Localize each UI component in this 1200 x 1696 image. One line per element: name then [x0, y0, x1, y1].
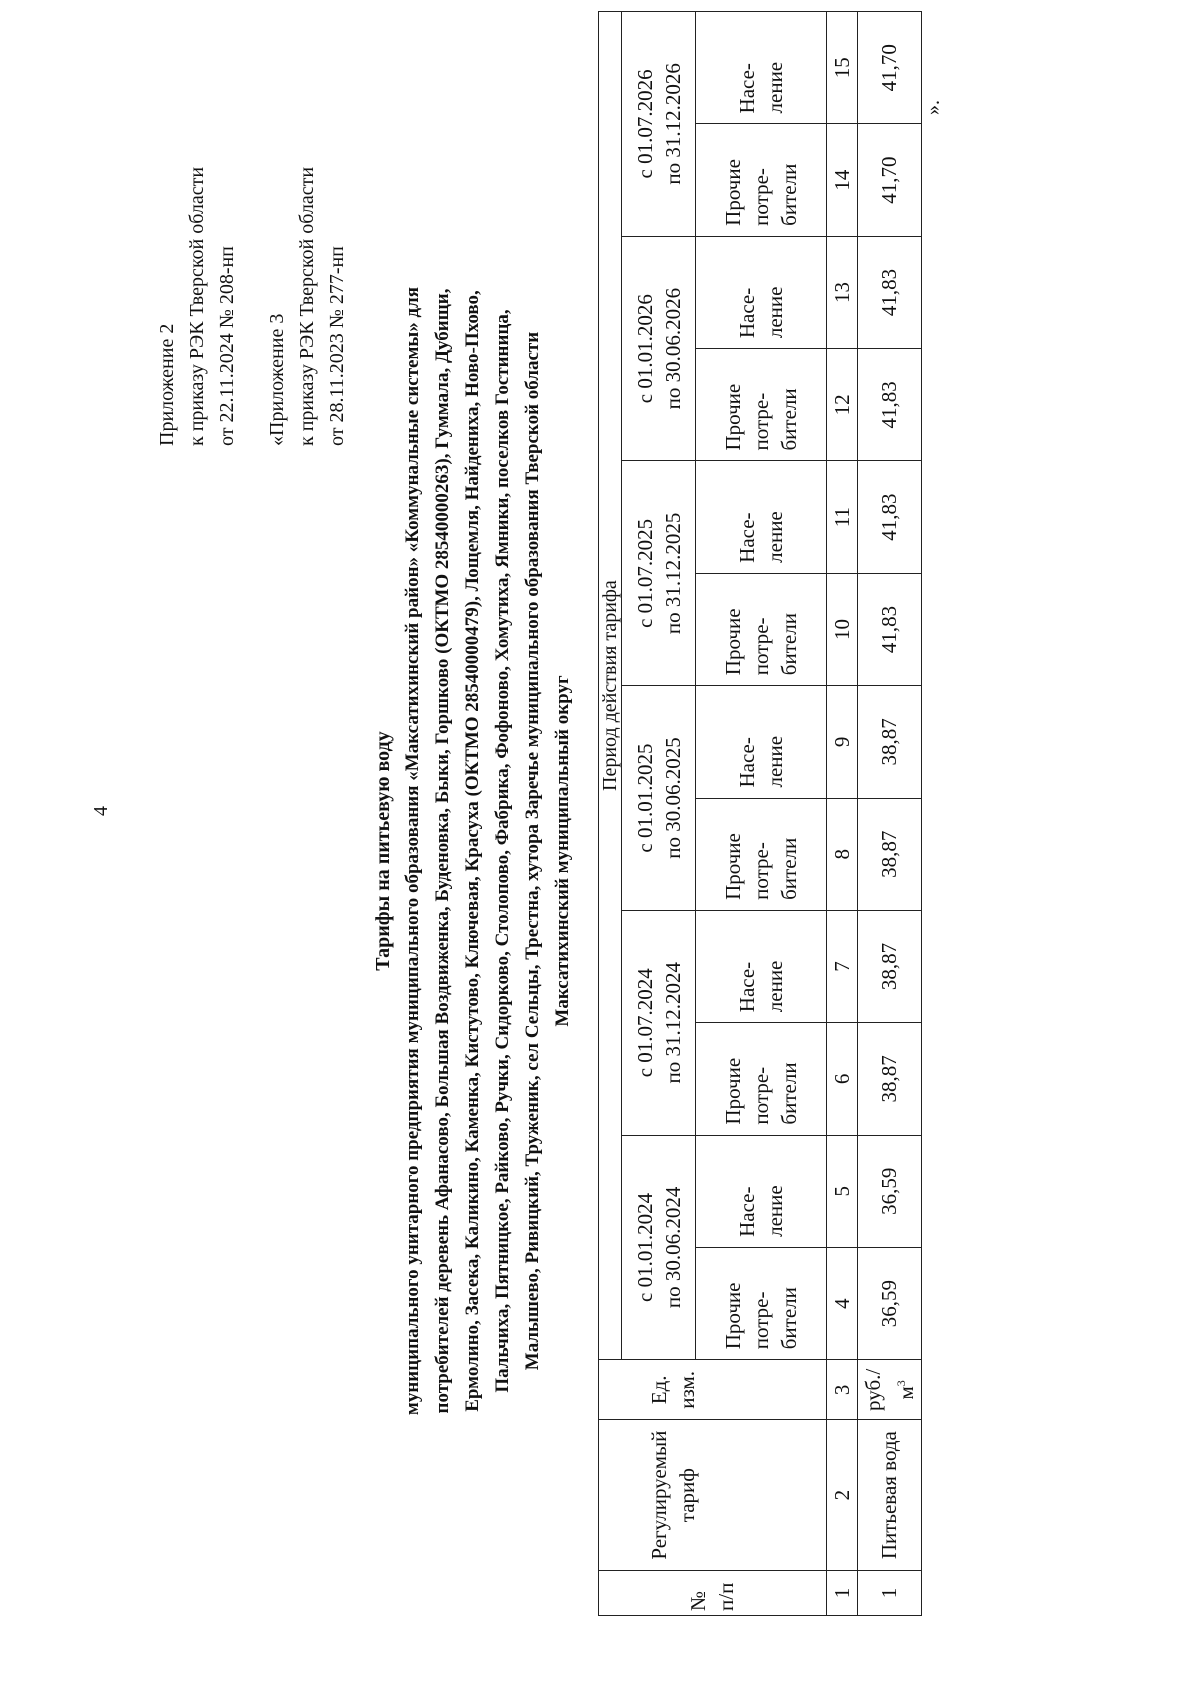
- column-number-row: [826, 12, 857, 1616]
- value-cell: 41,83: [857, 349, 921, 461]
- period-2025-h2: [621, 461, 696, 686]
- colnum-14: 14: [826, 124, 857, 236]
- appendix-3-reference: [262, 167, 352, 446]
- appendix-3-line2: к приказу РЭК Тверской области: [296, 166, 318, 446]
- header-period: Период действия тарифа: [599, 12, 622, 1360]
- colnum-7: 7: [826, 910, 857, 1022]
- colnum-6: 6: [826, 1023, 857, 1135]
- title-line4: Ермолино, Засека, Каликино, Каменка, Кистутово, Ключевая, Красуха (ОКТМО 28540000479), Лощемля, Найдениха, Ново-Пхово,: [462, 290, 483, 1412]
- value-cell: 41,83: [857, 573, 921, 685]
- colnum-4: 4: [826, 1247, 857, 1359]
- period-2026-h2: [621, 12, 696, 237]
- title-line3: потребителей деревень Афанасово, Большая Воздвиженка, Буденовка, Быки, Горшково (ОКТМО 28540000263), Гуммала, Дубищи,: [432, 288, 453, 1414]
- colnum-9: 9: [826, 686, 857, 798]
- row-number: 1: [857, 1570, 921, 1615]
- appendix-2-line2: к приказу РЭК Тверской области: [186, 166, 208, 446]
- sub-other-5: Прочие потре-бители: [696, 349, 826, 461]
- period-2025-h1-to: по 30.06.2025: [660, 737, 685, 859]
- colnum-11: 11: [826, 461, 857, 573]
- value-cell: 41,70: [857, 12, 921, 124]
- appendix-3-line1: «Приложение 3: [266, 313, 288, 446]
- title-line7: Максатихинский муниципальный округ: [552, 675, 573, 1027]
- colnum-8: 8: [826, 798, 857, 910]
- period-2025-h2-to: по 31.12.2025: [660, 512, 685, 635]
- sub-pop-5: Насе-ление: [696, 236, 826, 348]
- table-row: [857, 12, 921, 1616]
- header-tariff: Регулируемый тариф: [599, 1420, 827, 1570]
- sub-pop-2: Насе-ление: [696, 910, 826, 1022]
- header-row-period: [599, 12, 622, 1616]
- period-2024-h1-from: с 01.01.2024: [632, 1192, 657, 1302]
- value-cell: 36,59: [857, 1247, 921, 1359]
- period-2026-h1-from: с 01.01.2026: [632, 294, 657, 404]
- sub-other-4: Прочие потре-бители: [696, 573, 826, 685]
- period-2026-h1-to: по 30.06.2026: [660, 287, 685, 410]
- period-2024-h2-from: с 01.07.2024: [632, 968, 657, 1078]
- period-2026-h2-to: по 31.12.2026: [660, 63, 685, 185]
- row-tariff: Питьевая вода: [857, 1420, 921, 1570]
- value-cell: 41,83: [857, 461, 921, 573]
- period-2024-h1: [621, 1135, 696, 1360]
- sub-other-6: Прочие потре-бители: [696, 124, 826, 236]
- period-2024-h2-to: по 31.12.2024: [660, 961, 685, 1084]
- sub-pop-1: Насе-ление: [696, 1135, 826, 1247]
- sub-pop-3: Насе-ление: [696, 686, 826, 798]
- sub-other-2: Прочие потре-бители: [696, 1023, 826, 1135]
- colnum-2: 2: [826, 1420, 857, 1570]
- period-2024-h1-to: по 30.06.2024: [660, 1186, 685, 1309]
- page-number: 4: [90, 806, 112, 816]
- colnum-15: 15: [826, 12, 857, 124]
- document-title: [368, 136, 578, 1566]
- period-2024-h2: [621, 910, 696, 1135]
- row-unit-sup: 3: [893, 1380, 908, 1387]
- value-cell: 38,87: [857, 798, 921, 910]
- value-cell: 36,59: [857, 1135, 921, 1247]
- period-2025-h2-from: с 01.07.2025: [632, 518, 657, 628]
- row-unit-base: руб./м: [860, 1368, 918, 1411]
- header-unit: Ед. изм.: [599, 1360, 827, 1420]
- value-cell: 38,87: [857, 910, 921, 1022]
- appendix-2-reference: [152, 167, 242, 446]
- colnum-5: 5: [826, 1135, 857, 1247]
- row-unit: [857, 1360, 921, 1420]
- period-2025-h1: [621, 686, 696, 911]
- title-line2: муниципального унитарного предприятия муниципального образования «Максатихинский район» «Коммунальные системы» для: [402, 286, 423, 1416]
- colnum-10: 10: [826, 573, 857, 685]
- title-line1: Тарифы на питьевую воду: [372, 731, 394, 971]
- tariff-table: [598, 11, 922, 1616]
- header-number: № п/п: [599, 1570, 827, 1615]
- colnum-13: 13: [826, 236, 857, 348]
- colnum-12: 12: [826, 349, 857, 461]
- sub-other-1: Прочие потре-бители: [696, 1247, 826, 1359]
- appendix-2-line3: от 22.11.2024 № 208-нп: [216, 246, 238, 446]
- value-cell: 38,87: [857, 1023, 921, 1135]
- sub-other-3: Прочие потре-бители: [696, 798, 826, 910]
- title-line5: Пальчиха, Пятницкое, Райково, Ручки, Сидорково, Столопово, Фабрика, Фофоново, Хомутиха, Ямники, поселков Гостиница,: [492, 309, 513, 1393]
- colnum-1: 1: [826, 1570, 857, 1615]
- value-cell: 41,70: [857, 124, 921, 236]
- colnum-3: 3: [826, 1360, 857, 1420]
- sub-pop-4: Насе-ление: [696, 461, 826, 573]
- value-cell: 38,87: [857, 686, 921, 798]
- period-2026-h2-from: с 01.07.2026: [632, 69, 657, 179]
- period-2025-h1-from: с 01.01.2025: [632, 743, 657, 853]
- appendix-2-line1: Приложение 2: [156, 323, 178, 446]
- title-line6: Малышево, Ривицкий, Труженик, сел Сельцы, Трестна, хутора Заречье муниципального образования Тверской области: [522, 331, 543, 1371]
- period-2026-h1: [621, 236, 696, 461]
- value-cell: 41,83: [857, 236, 921, 348]
- closing-quote: ».: [922, 100, 944, 115]
- appendix-3-line3: от 28.11.2023 № 277-нп: [326, 246, 348, 446]
- sub-pop-6: Насе-ление: [696, 12, 826, 124]
